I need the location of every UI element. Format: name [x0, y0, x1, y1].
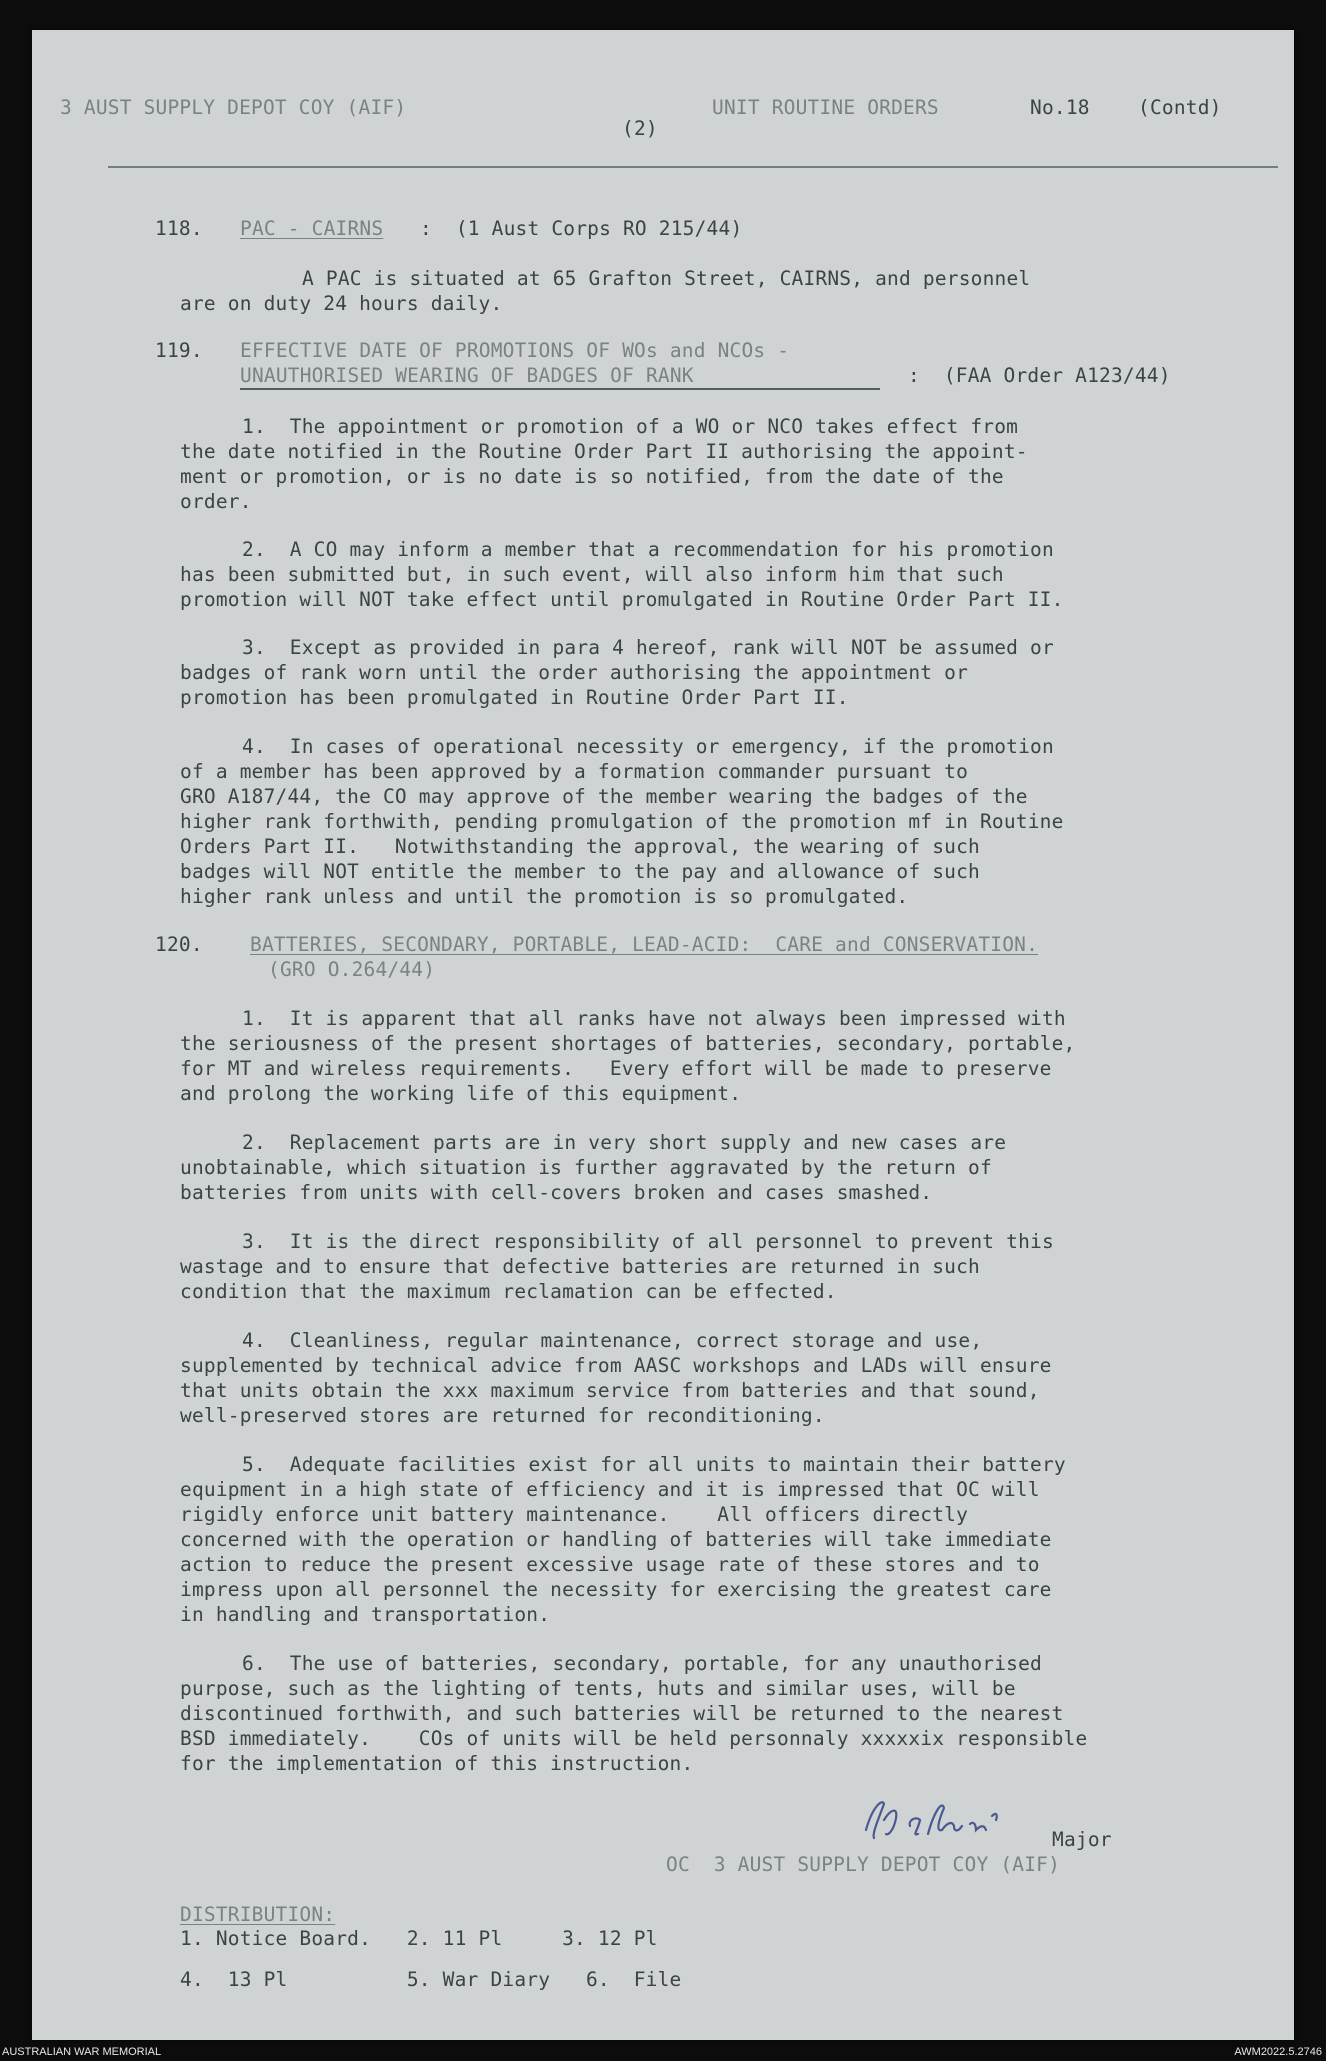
order-119-p1-line-3: ment or promotion, or is no date is so notified, from the date of the: [180, 465, 1004, 488]
header-title: UNIT ROUTINE ORDERS: [712, 96, 939, 119]
order-119-p1-line-1: 1. The appointment or promotion of a WO or NCO takes effect from: [242, 415, 1019, 438]
order-120-p6-line-5: for the implementation of this instruction.: [180, 1752, 694, 1775]
order-120-p5-line-5: action to reduce the present excessive usage rate of these stores and to: [180, 1553, 1040, 1576]
order-119-p3-line-3: promotion has been promulgated in Routine Order Part II.: [180, 686, 849, 709]
page-number: (2): [622, 117, 658, 140]
order-119-p4-line-4: higher rank forthwith, pending promulgation of the promotion mf in Routine: [180, 810, 1064, 833]
order-119-p2-line-1: 2. A CO may inform a member that a recommendation for his promotion: [242, 538, 1054, 561]
distribution-heading: DISTRIBUTION:: [180, 1903, 336, 1926]
order-120-p1-line-3: for MT and wireless requirements. Every effort will be made to preserve: [180, 1057, 1052, 1080]
header-rule: [108, 166, 1278, 168]
order-120-number: 120.: [155, 933, 203, 956]
order-118-heading: PAC - CAIRNS: [240, 217, 384, 240]
order-119-p4-line-6: badges will NOT entitle the member to the pay and allowance of such: [180, 860, 980, 883]
order-120-p6-line-2: purpose, such as the lighting of tents, huts and similar uses, will be: [180, 1677, 1016, 1700]
header-contd: (Contd): [1138, 96, 1222, 119]
footer-accession-number: AWM2022.5.2746: [1234, 2046, 1322, 2058]
order-119-p2-line-2: has been submitted but, in such event, will also inform him that such: [180, 563, 1004, 586]
order-120-p2-line-3: batteries from units with cell-covers broken and cases smashed.: [180, 1181, 933, 1204]
order-120-p1-line-2: the seriousness of the present shortages of batteries, secondary, portable,: [180, 1032, 1076, 1055]
order-119-p2-line-3: promotion will NOT take effect until promulgated in Routine Order Part II.: [180, 588, 1064, 611]
order-118-line-1: A PAC is situated at 65 Grafton Street, CAIRNS, and personnel: [302, 267, 1031, 290]
order-120-p2-line-1: 2. Replacement parts are in very short supply and new cases are: [242, 1131, 1007, 1154]
order-120-p6-line-4: BSD immediately. COs of units will be held personnaly xxxxxix responsible: [180, 1727, 1088, 1750]
order-119-heading-line-2: UNAUTHORISED WEARING OF BADGES OF RANK: [240, 364, 694, 387]
order-120-ref: (GRO O.264/44): [268, 958, 436, 981]
order-120-p6-line-3: discontinued forthwith, and such batteries will be returned to the nearest: [180, 1702, 1064, 1725]
order-119-number: 119.: [155, 339, 203, 362]
order-119-p3-line-1: 3. Except as provided in para 4 hereof, rank will NOT be assumed or: [242, 636, 1054, 659]
order-120-p3-line-2: wastage and to ensure that defective batteries are returned in such: [180, 1255, 980, 1278]
order-120-p4-line-3: that units obtain the xxx maximum service from batteries and that sound,: [180, 1379, 1040, 1402]
order-119-p4-line-5: Orders Part II. Notwithstanding the approval, the wearing of such: [180, 835, 980, 858]
order-119-p4-line-7: higher rank unless and until the promotion is so promulgated.: [180, 885, 909, 908]
order-120-p2-line-2: unobtainable, which situation is further aggravated by the return of: [180, 1156, 992, 1179]
footer-archive-name: AUSTRALIAN WAR MEMORIAL: [2, 2046, 162, 2058]
order-120-p5-line-7: in handling and transportation.: [180, 1603, 551, 1626]
order-120-p4-line-1: 4. Cleanliness, regular maintenance, correct storage and use,: [242, 1329, 983, 1352]
order-118-ref: : (1 Aust Corps RO 215/44): [420, 217, 743, 240]
order-120-p5-line-1: 5. Adequate facilities exist for all units to maintain their battery: [242, 1453, 1066, 1476]
distribution-line-1: 1. Notice Board. 2. 11 Pl 3. 12 Pl: [180, 1927, 658, 1950]
order-120-p4-line-2: supplemented by technical advice from AASC workshops and LADs will ensure: [180, 1354, 1052, 1377]
order-120-p5-line-3: rigidly enforce unit battery maintenance. All officers directly: [180, 1503, 969, 1526]
order-119-p4-line-1: 4. In cases of operational necessity or emergency, if the promotion: [242, 735, 1054, 758]
order-120-p5-line-2: equipment in a high state of efficiency and it is impressed that OC will: [180, 1478, 1040, 1501]
distribution-line-2: 4. 13 Pl 5. War Diary 6. File: [180, 1968, 682, 1991]
order-119-p4-line-2: of a member has been approved by a formation commander pursuant to: [180, 760, 969, 783]
handwritten-signature: [858, 1790, 1018, 1850]
order-120-p5-line-4: concerned with the operation or handling of batteries will take immediate: [180, 1528, 1052, 1551]
order-120-p6-line-1: 6. The use of batteries, secondary, portable, for any unauthorised: [242, 1652, 1042, 1675]
order-119-heading-underline: [240, 388, 880, 390]
order-120-p5-line-6: impress upon all personnel the necessity for exercising the greatest care: [180, 1578, 1052, 1601]
order-119-p4-line-3: GRO A187/44, the CO may approve of the member wearing the badges of the: [180, 785, 1028, 808]
order-120-p3-line-1: 3. It is the direct responsibility of all personnel to prevent this: [242, 1230, 1054, 1253]
order-118-number: 118.: [155, 217, 203, 240]
order-119-p1-line-4: order.: [180, 490, 252, 513]
signoff-rank: Major: [1052, 1828, 1112, 1851]
order-119-p1-line-2: the date notified in the Routine Order Part II authorising the appoint-: [180, 440, 1028, 463]
order-119-p3-line-2: badges of rank worn until the order authorising the appointment or: [180, 661, 969, 684]
header-unit: 3 AUST SUPPLY DEPOT COY (AIF): [60, 96, 407, 119]
signoff-title: OC 3 AUST SUPPLY DEPOT COY (AIF): [666, 1853, 1061, 1876]
order-120-p1-line-1: 1. It is apparent that all ranks have not always been impressed with: [242, 1007, 1066, 1030]
order-119-ref: : (FAA Order A123/44): [908, 364, 1171, 387]
order-118-line-2: are on duty 24 hours daily.: [180, 292, 503, 315]
order-120-heading: BATTERIES, SECONDARY, PORTABLE, LEAD-ACID: CARE and CONSERVATION.: [250, 933, 1039, 956]
order-119-heading-line-1: EFFECTIVE DATE OF PROMOTIONS OF WOs and NCOs -: [240, 339, 790, 362]
order-120-p4-line-4: well-preserved stores are returned for reconditioning.: [180, 1404, 825, 1427]
order-120-p3-line-3: condition that the maximum reclamation can be effected.: [180, 1280, 837, 1303]
header-number: No.18: [1030, 96, 1090, 119]
order-120-p1-line-4: and prolong the working life of this equipment.: [180, 1082, 742, 1105]
